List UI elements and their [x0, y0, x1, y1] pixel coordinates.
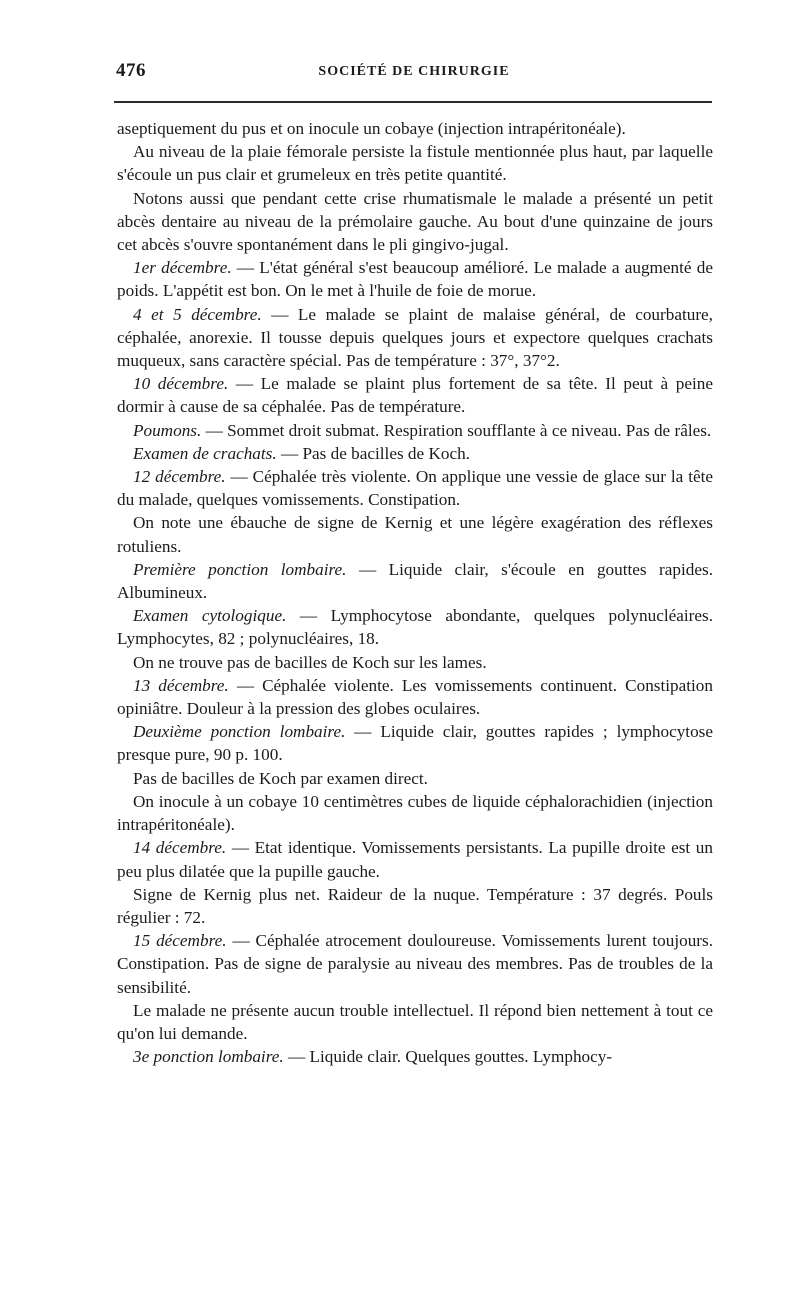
paragraph	[117, 511, 713, 557]
paragraph-text: Notons aussi que pendant cette crise rhumatismale le malade a présenté un petit abcès dentaire au niveau de la prémolaire gauche. Au bout d'une quinzaine de jours cet abcès s'ouvre spontanément dans le pli gingivo-jugal.	[117, 188, 713, 255]
paragraph-lead: Deuxième ponction lombaire.	[133, 722, 346, 742]
paragraph	[117, 419, 713, 442]
page-header	[116, 60, 712, 88]
paragraph	[117, 883, 713, 929]
paragraph	[117, 442, 713, 465]
paragraph-text: aseptiquement du pus et on inocule un cobaye (injection intrapéritonéale).	[117, 119, 626, 138]
paragraph-lead: Examen cytologique.	[133, 606, 287, 626]
paragraph	[117, 767, 713, 790]
paragraph-lead: 14 décembre.	[133, 838, 227, 858]
paragraph-text: — Lymphocytose abondante, quelques polynucléaires. Lymphocytes, 82 ; polynucléaires, 18.	[117, 606, 713, 649]
paragraph-text: — Céphalée violente. Les vomissements continuent. Constipation opiniâtre. Douleur à la pression des globes oculaires.	[117, 675, 713, 719]
paragraph-lead: 13 décembre.	[133, 675, 229, 695]
paragraph-lead: 4 et 5 décembre.	[133, 304, 262, 324]
paragraph-text: — Pas de bacilles de Koch.	[276, 443, 470, 463]
paragraph-lead: Examen de crachats.	[133, 443, 277, 463]
paragraph-text: Signe de Kernig plus net. Raideur de la nuque. Température : 37 degrés. Pouls régulier : 72.	[117, 884, 713, 927]
paragraph-lead: 12 décembre.	[133, 467, 226, 487]
paragraph	[117, 117, 713, 140]
body-text	[117, 117, 713, 1068]
paragraph-text: — L'état général s'est beaucoup amélioré. Le malade a augmenté de poids. L'appétit est bon. On le met à l'huile de foie de morue.	[117, 258, 714, 301]
header-rule	[114, 101, 712, 103]
paragraph-lead: Poumons.	[133, 420, 202, 440]
paragraph-text: Le malade ne présente aucun trouble intellectuel. Il répond bien nettement à tout ce qu'on lui demande.	[117, 1000, 713, 1043]
paragraph	[117, 372, 713, 418]
paragraph-text: — Liquide clair, gouttes rapides ; lymphocytose presque pure, 90 p. 100.	[117, 722, 713, 765]
paragraph-text: — Le malade se plaint plus fortement de sa tête. Il peut à peine dormir à cause de sa céphalée. Pas de température.	[117, 374, 713, 417]
paragraph	[117, 187, 713, 257]
paragraph-lead: 3e ponction lombaire.	[133, 1047, 284, 1067]
paragraph	[117, 256, 713, 302]
paragraph-text: Pas de bacilles de Koch par examen direct.	[133, 768, 428, 788]
paragraph	[117, 558, 713, 604]
paragraph	[117, 836, 713, 882]
paragraph-text: On note une ébauche de signe de Kernig et une légère exagération des réflexes rotuliens.	[117, 513, 713, 556]
paragraph-text: — Céphalée atrocement douloureuse. Vomissements lurent toujours. Constipation. Pas de signe de paralysie au niveau des membres. Pas de troubles de la sensibilité.	[117, 931, 713, 997]
paragraph-text: On ne trouve pas de bacilles de Koch sur les lames.	[133, 652, 487, 672]
paragraph-lead: 10 décembre.	[133, 374, 229, 394]
paragraph-lead: Première ponction lombaire.	[133, 559, 347, 579]
paragraph	[117, 929, 713, 999]
paragraph	[117, 720, 713, 766]
paragraph-text: — Liquide clair, s'écoule en gouttes rapides. Albumineux.	[117, 559, 713, 603]
running-title: SOCIÉTÉ DE CHIRURGIE	[318, 64, 510, 79]
paragraph	[117, 1045, 713, 1068]
paragraph	[117, 999, 713, 1045]
paragraph-lead: 15 décembre.	[133, 931, 227, 951]
paragraph-lead: 1er décembre.	[133, 258, 232, 278]
paragraph-text: — Sommet droit submat. Respiration soufflante à ce niveau. Pas de râles.	[201, 420, 712, 440]
paragraph-text: Au niveau de la plaie fémorale persiste la fistule mentionnée plus haut, par laquelle s'écoule un pus clair et grumeleux en très petite quantité.	[117, 142, 713, 185]
paragraph-text: — Etat identique. Vomissements persistants. La pupille droite est un peu plus dilatée que la pupille gauche.	[117, 838, 713, 881]
paragraph	[117, 140, 713, 186]
paragraph	[117, 790, 713, 836]
paragraph	[117, 651, 713, 674]
paragraph	[117, 674, 713, 720]
paragraph	[117, 303, 713, 373]
paragraph-text: — Le malade se plaint de malaise général, de courbature, céphalée, anorexie. Il tousse depuis quelques jours et expectore quelques crachats muqueux, sans caractère spécial. Pas de température : 37°, 37°2.	[117, 304, 713, 371]
paragraph-text: — Liquide clair. Quelques gouttes. Lymphocy-	[283, 1047, 613, 1067]
paragraph	[117, 604, 713, 650]
page-number: 476	[116, 60, 146, 81]
paragraph-text: — Céphalée très violente. On applique une vessie de glace sur la tête du malade, quelques vomissements. Constipation.	[117, 467, 714, 510]
paragraph-text: On inocule à un cobaye 10 centimètres cubes de liquide céphalorachidien (injection intrapéritonéale).	[117, 791, 713, 835]
paragraph	[117, 465, 713, 511]
